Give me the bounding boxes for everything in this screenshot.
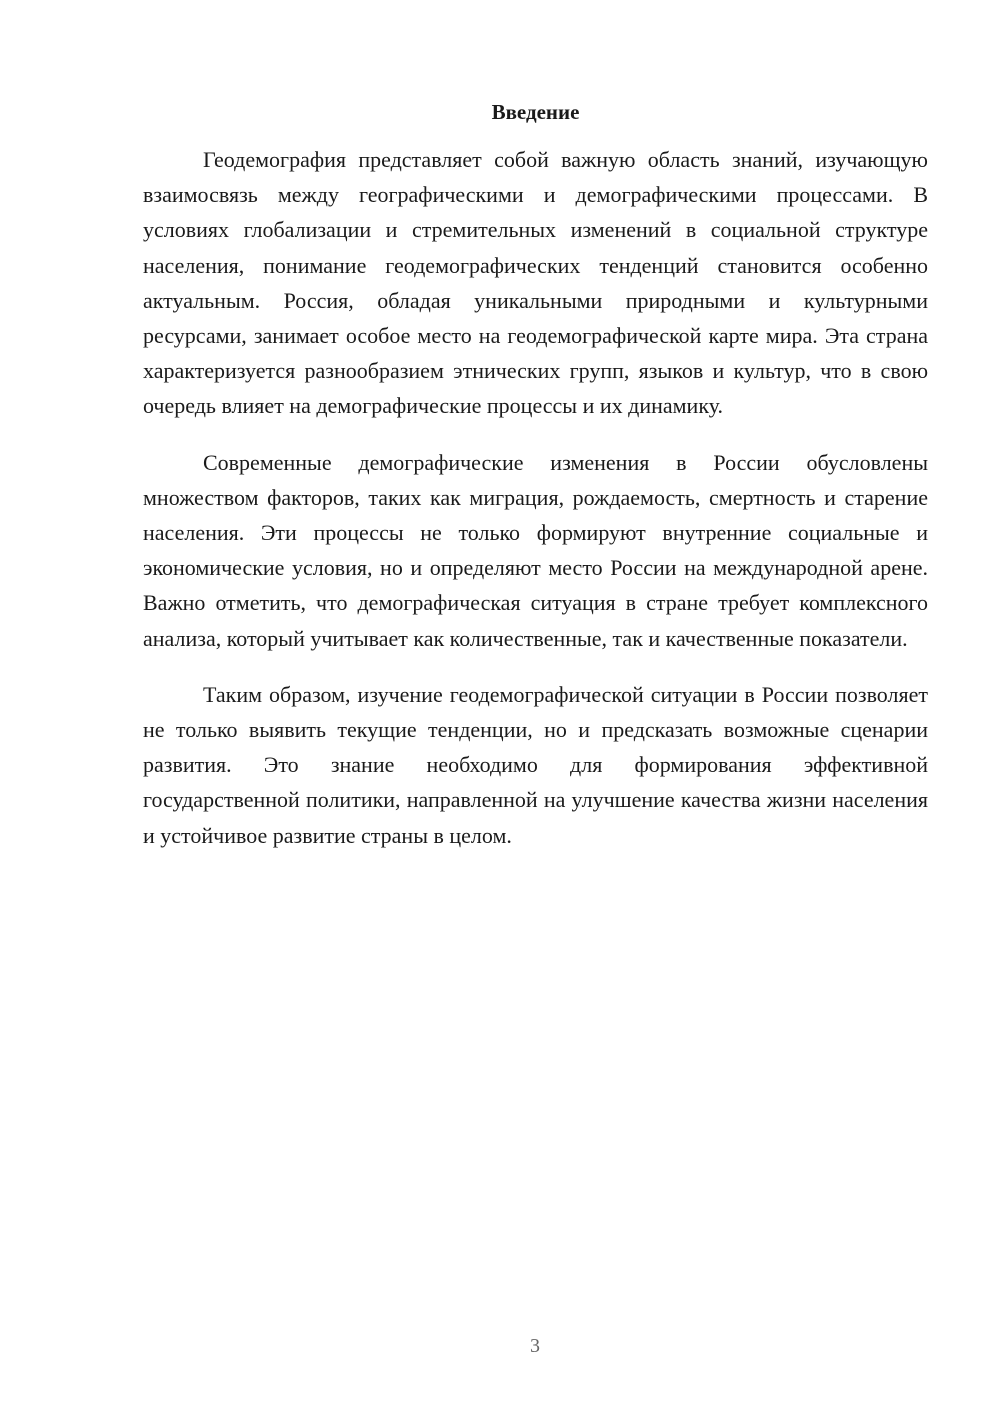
paragraph-1: Геодемография представляет собой важную область знаний, изучающую взаимосвязь между географическими и демографическими процессами. В условиях глобализации и стремительных изменений в социальной структуре населения, понимание геодемографических тенденций становится особенно актуальным. Россия, обладая уникальными природными и культурными ресурсами, занимает особое место на геодемографической карте мира. Эта страна характеризуется разнообразием этнических групп, языков и культур, что в свою очередь влияет на демографические процессы и их динамику.	[143, 147, 928, 419]
paragraph-2: Современные демографические изменения в России обусловлены множеством факторов, таких как миграция, рождаемость, смертность и старение населения. Эти процессы не только формируют внутренние социальные и экономические условия, но и определяют место России на международной арене. Важно отметить, что демографическая ситуация в стране требует комплексного анализа, который учитывает как количественные, так и качественные показатели.	[143, 449, 928, 651]
paragraph-3: Таким образом, изучение геодемографической ситуации в России позволяет не только выявить текущие тенденции, но и предсказать возможные сценарии развития. Это знание необходимо для формирования эффективной государственной политики, направленной на улучшение качества жизни населения и устойчивое развитие страны в целом.	[143, 681, 928, 848]
page-number: 3	[530, 1335, 540, 1357]
section-title: Введение	[491, 100, 580, 124]
body-text	[143, 142, 928, 853]
